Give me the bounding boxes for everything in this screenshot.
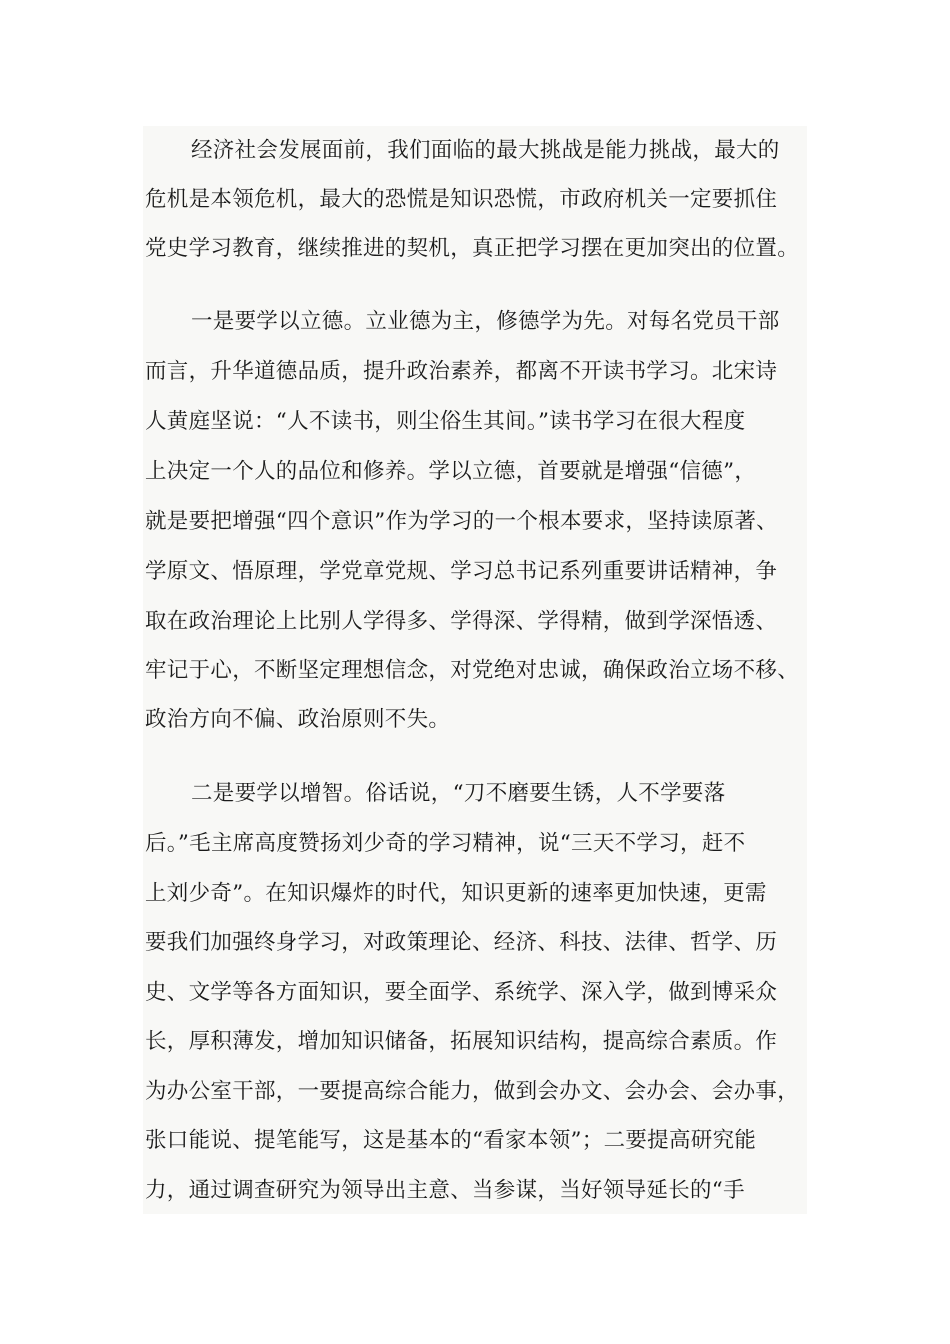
paragraph-2-line-7: 取在政治理论上比别人学得多、学得深、学得精，做到学深悟透、 [145, 609, 778, 634]
paragraph-1-line-1: 经济社会发展面前，我们面临的最大挑战是能力挑战，最大的 [191, 138, 780, 163]
paragraph-3-line-4: 要我们加强终身学习，对政策理论、经济、科技、法律、哲学、历 [145, 930, 778, 955]
paragraph-2-line-5: 就是要把增强“四个意识”作为学习的一个根本要求，坚持读原著、 [145, 509, 778, 534]
paragraph-3-line-8: 张口能说、提笔能写，这是基本的“看家本领”；二要提高研究能 [145, 1128, 757, 1153]
paragraph-2-line-9: 政治方向不偏、政治原则不失。 [145, 707, 451, 732]
paragraph-3-line-1: 二是要学以增智。俗话说，“刀不磨要生锈，人不学要落 [191, 781, 726, 806]
paragraph-3-line-7: 为办公室干部，一要提高综合能力，做到会办文、会办会、会办事， [145, 1079, 800, 1104]
paragraph-3-line-9: 力，通过调查研究为领导出主意、当参谋，当好领导延长的“手 [145, 1178, 745, 1203]
paragraph-3-line-5: 史、文学等各方面知识，要全面学、系统学、深入学，做到博采众 [145, 980, 778, 1005]
paragraph-3-line-3: 上刘少奇”。在知识爆炸的时代，知识更新的速率更加快速，更需 [145, 881, 767, 906]
paragraph-2-line-1: 一是要学以立德。立业德为主，修德学为先。对每名党员干部 [191, 309, 780, 334]
paragraph-1-line-3: 党史学习教育，继续推进的契机，真正把学习摆在更加突出的位置。 [145, 236, 800, 261]
paragraph-1-line-2: 危机是本领危机，最大的恐慌是知识恐慌，市政府机关一定要抓住 [145, 187, 778, 212]
paragraph-2-line-8: 牢记于心，不断坚定理想信念，对党绝对忠诚，确保政治立场不移、 [145, 658, 800, 683]
paragraph-2-line-2: 而言，升华道德品质，提升政治素养，都离不开读书学习。北宋诗 [145, 359, 778, 384]
paragraph-3-line-2: 后。”毛主席高度赞扬刘少奇的学习精神，说“三天不学习，赶不 [145, 831, 746, 856]
paragraph-2-line-3: 人黄庭坚说：“人不读书，则尘俗生其间。”读书学习在很大程度 [145, 409, 746, 434]
paragraph-2-line-6: 学原文、悟原理，学党章党规、学习总书记系列重要讲话精神，争 [145, 559, 778, 584]
paragraph-2-line-4: 上决定一个人的品位和修养。学以立德，首要就是增强“信德”， [145, 459, 757, 484]
paragraph-3-line-6: 长，厚积薄发，增加知识储备，拓展知识结构，提高综合素质。作 [145, 1029, 778, 1054]
